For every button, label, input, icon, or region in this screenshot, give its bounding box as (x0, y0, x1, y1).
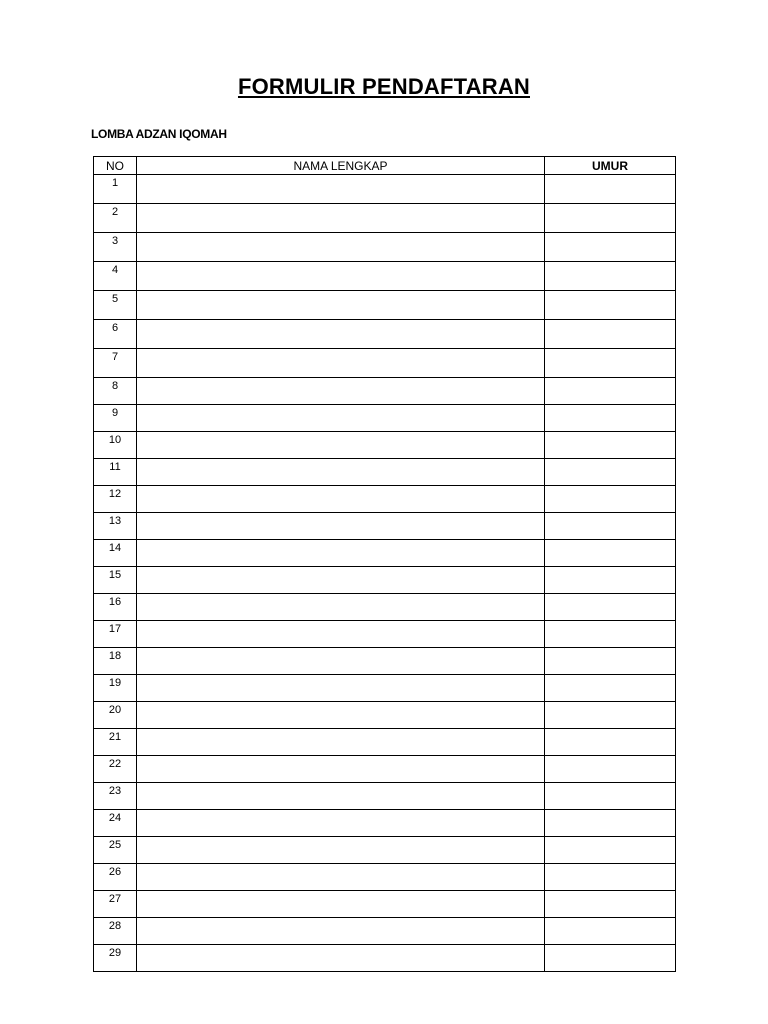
table-row (94, 864, 676, 891)
table-row (94, 405, 676, 432)
table-row (94, 291, 676, 320)
nama-lengkap-cell[interactable] (137, 291, 545, 320)
umur-cell[interactable] (545, 783, 676, 810)
nama-lengkap-cell[interactable] (137, 349, 545, 378)
table-row (94, 783, 676, 810)
table-row (94, 175, 676, 204)
nama-lengkap-cell[interactable] (137, 729, 545, 756)
table-body (94, 175, 676, 972)
nama-lengkap-cell[interactable] (137, 175, 545, 204)
umur-cell[interactable] (545, 291, 676, 320)
row-number: 11 (94, 459, 137, 486)
nama-lengkap-cell[interactable] (137, 204, 545, 233)
umur-cell[interactable] (545, 891, 676, 918)
nama-lengkap-cell[interactable] (137, 918, 545, 945)
nama-lengkap-cell[interactable] (137, 810, 545, 837)
umur-cell[interactable] (545, 837, 676, 864)
umur-cell[interactable] (545, 175, 676, 204)
table-row (94, 262, 676, 291)
table-row (94, 810, 676, 837)
table-row (94, 729, 676, 756)
nama-lengkap-cell[interactable] (137, 320, 545, 349)
row-number: 22 (94, 756, 137, 783)
umur-cell[interactable] (545, 621, 676, 648)
nama-lengkap-cell[interactable] (137, 459, 545, 486)
table-row (94, 486, 676, 513)
row-number: 17 (94, 621, 137, 648)
table-row (94, 891, 676, 918)
table-row (94, 837, 676, 864)
table-row (94, 702, 676, 729)
table-row (94, 432, 676, 459)
nama-lengkap-cell[interactable] (137, 432, 545, 459)
row-number: 12 (94, 486, 137, 513)
row-number: 4 (94, 262, 137, 291)
umur-cell[interactable] (545, 810, 676, 837)
row-number: 3 (94, 233, 137, 262)
table-row (94, 648, 676, 675)
umur-cell[interactable] (545, 729, 676, 756)
header-nama-lengkap: NAMA LENGKAP (137, 157, 545, 175)
nama-lengkap-cell[interactable] (137, 837, 545, 864)
umur-cell[interactable] (545, 262, 676, 291)
row-number: 6 (94, 320, 137, 349)
row-number: 8 (94, 378, 137, 405)
nama-lengkap-cell[interactable] (137, 405, 545, 432)
row-number: 13 (94, 513, 137, 540)
table-row (94, 320, 676, 349)
competition-name: LOMBA ADZAN IQOMAH (91, 127, 227, 141)
umur-cell[interactable] (545, 594, 676, 621)
table-row (94, 513, 676, 540)
nama-lengkap-cell[interactable] (137, 891, 545, 918)
umur-cell[interactable] (545, 320, 676, 349)
table-row (94, 594, 676, 621)
row-number: 1 (94, 175, 137, 204)
table-row (94, 675, 676, 702)
umur-cell[interactable] (545, 486, 676, 513)
row-number: 16 (94, 594, 137, 621)
umur-cell[interactable] (545, 233, 676, 262)
row-number: 23 (94, 783, 137, 810)
table-row (94, 621, 676, 648)
table-row (94, 945, 676, 972)
umur-cell[interactable] (545, 513, 676, 540)
row-number: 25 (94, 837, 137, 864)
umur-cell[interactable] (545, 756, 676, 783)
row-number: 14 (94, 540, 137, 567)
nama-lengkap-cell[interactable] (137, 486, 545, 513)
nama-lengkap-cell[interactable] (137, 648, 545, 675)
row-number: 15 (94, 567, 137, 594)
row-number: 7 (94, 349, 137, 378)
nama-lengkap-cell[interactable] (137, 540, 545, 567)
row-number: 29 (94, 945, 137, 972)
nama-lengkap-cell[interactable] (137, 702, 545, 729)
row-number: 18 (94, 648, 137, 675)
umur-cell[interactable] (545, 349, 676, 378)
nama-lengkap-cell[interactable] (137, 783, 545, 810)
nama-lengkap-cell[interactable] (137, 378, 545, 405)
nama-lengkap-cell[interactable] (137, 945, 545, 972)
nama-lengkap-cell[interactable] (137, 233, 545, 262)
umur-cell[interactable] (545, 540, 676, 567)
table-row (94, 567, 676, 594)
umur-cell[interactable] (545, 945, 676, 972)
nama-lengkap-cell[interactable] (137, 756, 545, 783)
nama-lengkap-cell[interactable] (137, 621, 545, 648)
nama-lengkap-cell[interactable] (137, 675, 545, 702)
umur-cell[interactable] (545, 675, 676, 702)
row-number: 5 (94, 291, 137, 320)
row-number: 2 (94, 204, 137, 233)
row-number: 20 (94, 702, 137, 729)
header-umur: UMUR (545, 157, 676, 175)
umur-cell[interactable] (545, 378, 676, 405)
table-row (94, 540, 676, 567)
row-number: 28 (94, 918, 137, 945)
umur-cell[interactable] (545, 702, 676, 729)
umur-cell[interactable] (545, 864, 676, 891)
table-header-row (94, 157, 676, 175)
table-row (94, 378, 676, 405)
row-number: 19 (94, 675, 137, 702)
row-number: 27 (94, 891, 137, 918)
umur-cell[interactable] (545, 567, 676, 594)
table-row (94, 459, 676, 486)
row-number: 9 (94, 405, 137, 432)
umur-cell[interactable] (545, 648, 676, 675)
form-title: FORMULIR PENDAFTARAN (237, 74, 530, 99)
row-number: 10 (94, 432, 137, 459)
row-number: 21 (94, 729, 137, 756)
row-number: 24 (94, 810, 137, 837)
table-row (94, 918, 676, 945)
table-row (94, 349, 676, 378)
table-row (94, 233, 676, 262)
header-no: NO (94, 157, 137, 175)
umur-cell[interactable] (545, 459, 676, 486)
umur-cell[interactable] (545, 918, 676, 945)
table-row (94, 204, 676, 233)
row-number: 26 (94, 864, 137, 891)
registration-table (93, 156, 676, 972)
nama-lengkap-cell[interactable] (137, 513, 545, 540)
table-row (94, 756, 676, 783)
nama-lengkap-cell[interactable] (137, 567, 545, 594)
nama-lengkap-cell[interactable] (137, 864, 545, 891)
nama-lengkap-cell[interactable] (137, 262, 545, 291)
umur-cell[interactable] (545, 204, 676, 233)
umur-cell[interactable] (545, 432, 676, 459)
umur-cell[interactable] (545, 405, 676, 432)
nama-lengkap-cell[interactable] (137, 594, 545, 621)
